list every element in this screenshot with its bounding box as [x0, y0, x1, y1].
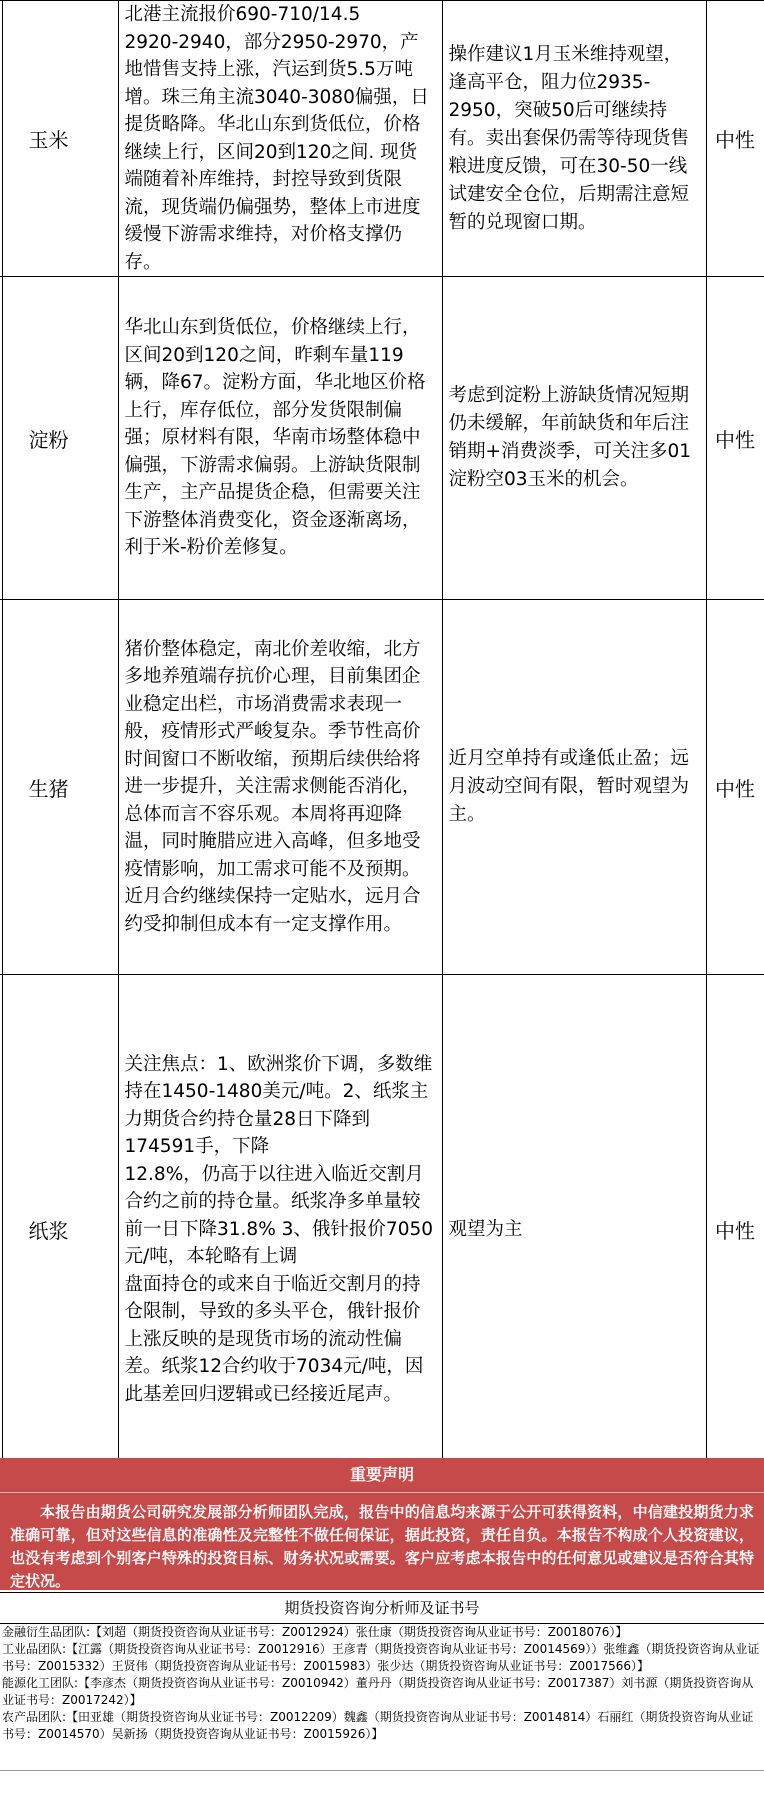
team-energy-chemical: 能源化工团队:【李彦杰（期货投资咨询从业证书号：Z0010942）董丹丹（期货投资咨询从业证书号：Z0017387）刘书源（期货投资咨询从业证书号：Z0017242）】 [2, 1676, 754, 1707]
rating: 中性 [706, 975, 764, 1485]
rating: 中性 [706, 600, 764, 975]
trading-strategy: 近月空单持有或逢低止盈；远月波动空间有限，暂时观望为主。 [442, 600, 706, 975]
product-name: 淀粉 [2, 277, 118, 600]
product-name: 纸浆 [2, 975, 118, 1485]
team-financial: 金融衍生品团队:【刘超（期货投资咨询从业证书号：Z0012924）张仕康（期货投资咨询从业证书号：Z0018076）】 [2, 1625, 628, 1639]
team-industrial: 工业品团队:【江露（期货投资咨询从业证书号：Z0012916）王彦青（期货投资咨询从业证书号：Z0014569））张维鑫（期货投资咨询从业证书号：Z0015332）王贤伟（期货投资咨询从业证书号：Z0015983）张少达（期货投资咨询从业证书号：Z0017566）】 [2, 1642, 760, 1673]
market-analysis: 关注焦点：1、欧洲浆价下调，多数维持在1450-1480美元/吨。2、纸浆主力期货合约持仓量28日下降到174591手，下降 12.8%，仍高于以往进入临近交割月合约之前的持仓量。纸浆净多单量较前一日下降31.8% 3、俄针报价7050元/吨，本轮略有上调 盘面持仓的或来自于临近交割月的持仓限制，导致的多头平仓，俄针报价上涨反映的是现货市场的流动性偏差。纸浆12合约收于7034元/吨，因此基差回归逻辑或已经接近尾声。 [118, 975, 442, 1485]
bottom-divider [0, 1770, 764, 1771]
trading-strategy: 操作建议1月玉米维持观望，逢高平仓，阻力位2935-2950，突破50后可继续持有。卖出套保仍需等待现货售粮进度反馈，可在30-50一线试建安全仓位，后期需注意短暂的兑现窗口期。 [442, 1, 706, 277]
disclaimer-box [0, 1458, 764, 1590]
market-analysis: 华北山东到货低位，价格继续上行，区间20到120之间，昨剩车量119辆，降67。淀粉方面，华北地区价格上行，库存低位，部分发货限制偏强；原材料有限，华南市场整体稳中偏强，下游需求偏弱。上游缺货限制生产，主产品提货企稳，但需要关注下游整体消费变化，资金逐渐离场，利于米-粉价差修复。 [118, 277, 442, 600]
disclaimer-title: 重要声明 [0, 1458, 764, 1493]
team-agricultural: 农产品团队:【田亚雄（期货投资咨询从业证书号：Z0012209）魏鑫（期货投资咨询从业证书号：Z0014814）石丽红（期货投资咨询从业证书号：Z0014570）吴新扬（期货投资咨询从业证书号：Z0015926）】 [2, 1710, 754, 1741]
product-name: 玉米 [2, 1, 118, 277]
table-row [0, 277, 764, 600]
trading-strategy: 考虑到淀粉上游缺货情况短期仍未缓解，年前缺货和年后注销期+消费淡季，可关注多01淀粉空03玉米的机会。 [442, 277, 706, 600]
rating: 中性 [706, 1, 764, 277]
product-name: 生猪 [2, 600, 118, 975]
table-row [0, 1, 764, 277]
rating: 中性 [706, 277, 764, 600]
table-row [0, 975, 764, 1485]
analysts-title: 期货投资咨询分析师及证书号 [0, 1592, 764, 1624]
trading-strategy: 观望为主 [442, 975, 706, 1485]
analyst-team-list [2, 1624, 760, 1743]
market-analysis: 猪价整体稳定，南北价差收缩，北方多地养殖端存抗价心理，目前集团企业稳定出栏，市场消费需求表现一般，疫情形式严峻复杂。季节性高价时间窗口不断收缩，预期后续供给将进一步提升，关注需求侧能否消化，总体而言不容乐观。本周将再迎降温，同时腌腊应进入高峰，但多地受疫情影响，加工需求可能不及预期。近月合约继续保持一定贴水，远月合约受抑制但成本有一定支撑作用。 [118, 600, 442, 975]
disclaimer-body: 本报告由期货公司研究发展部分析师团队完成，报告中的信息均来源于公开可获得资料，中信建投期货力求准确可靠，但对这些信息的准确性及完整性不做任何保证，据此投资，责任自负。本报告不构成个人投资建议，也没有考虑到个别客户特殊的投资目标、财务状况或需要。客户应考虑本报告中的任何意见或建议是否符合其特定状况。 [10, 1503, 754, 1590]
table-row [0, 600, 764, 975]
market-analysis: 北港主流报价690-710/14.5 2920-2940，部分2950-2970，产地惜售支持上涨，汽运到货5.5万吨增。珠三角主流3040-3080偏强，日提货略降。华北山东到货低位，价格继续上行，区间20到120之间. 现货端随着补库维持，封控导致到货限流，现货端仍偏强势，整体上市进度缓慢下游需求维持，对价格支撑仍存。 [118, 1, 442, 277]
